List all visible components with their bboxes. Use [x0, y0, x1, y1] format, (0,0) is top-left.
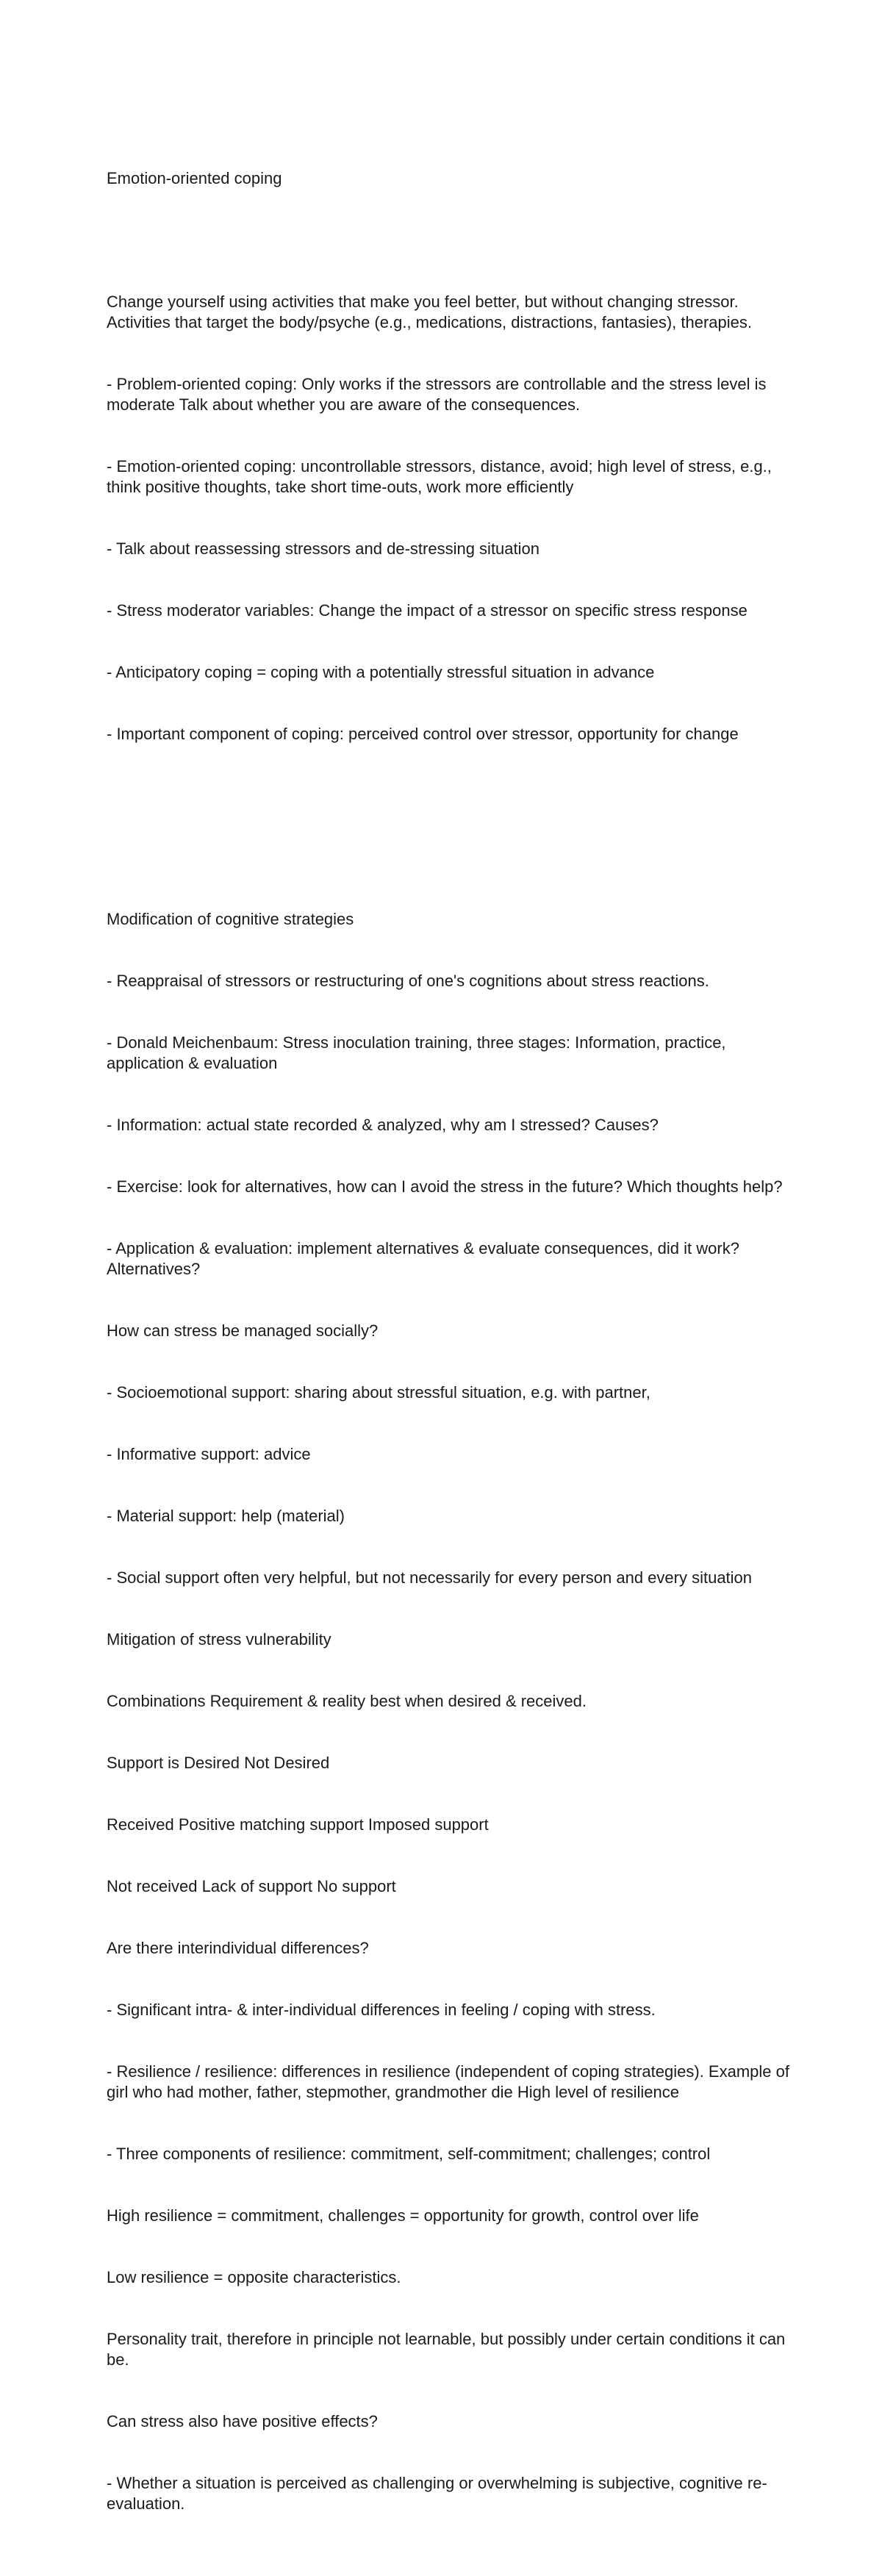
text-line: Can stress also have positive effects? [107, 2412, 378, 2430]
text-line: - Reappraisal of stressors or restructuring of one's cognitions about stress reactions. [107, 972, 709, 990]
text-line: Mitigation of stress vulnerability [107, 1630, 331, 1648]
text-line: Received Positive matching support Imposed support [107, 1815, 489, 1834]
bullet-item: - Problem-oriented coping: Only works if the stressors are controllable and the stress level is moderate Talk about whether you are aware of the consequences. [107, 375, 771, 414]
text-line: How can stress be managed socially? [107, 1321, 379, 1340]
text-line: Low resilience = opposite characteristics. [107, 2268, 401, 2286]
text-line: - Informative support: advice [107, 1445, 311, 1463]
bullet-item: - Anticipatory coping = coping with a potentially stressful situation in advance [107, 663, 655, 681]
text-line: Are there interindividual differences? [107, 1939, 369, 1957]
document-body [107, 107, 794, 2576]
text-line: - Three components of resilience: commitment, self-commitment; challenges; control [107, 2145, 711, 2163]
text-line: - Resilience / resilience: differences in resilience (independent of coping strategies). Example of girl who had mother, father, stepmother, grandmother die High level of resilience [107, 2062, 795, 2101]
bullet-item: - Stress moderator variables: Change the impact of a stressor on specific stress response [107, 601, 747, 620]
section-heading-emotion-oriented-coping: Emotion-oriented coping [107, 169, 282, 187]
text-line: Not received Lack of support No support [107, 1877, 396, 1895]
text-line: - Information: actual state recorded & analyzed, why am I stressed? Causes? [107, 1116, 659, 1134]
text-line: - Donald Meichenbaum: Stress inoculation training, three stages: Information, practice, application & evaluation [107, 1033, 731, 1072]
text-line: - Application & evaluation: implement alternatives & evaluate consequences, did it work? Alternatives? [107, 1239, 743, 1278]
bullet-item: - Talk about reassessing stressors and de-stressing situation [107, 539, 539, 558]
text-line: - Exercise: look for alternatives, how can I avoid the stress in the future? Which thoughts help? [107, 1177, 783, 1196]
text-line: High resilience = commitment, challenges = opportunity for growth, control over life [107, 2206, 699, 2225]
text-line: Personality trait, therefore in principle not learnable, but possibly under certain conditions it can be. [107, 2330, 790, 2369]
bullet-item: - Emotion-oriented coping: uncontrollable stressors, distance, avoid; high level of stress, e.g., think positive thoughts, take short time-outs, work more efficiently [107, 457, 777, 496]
text-line: - Material support: help (material) [107, 1507, 345, 1525]
text-line: - Significant intra- & inter-individual differences in feeling / coping with stress. [107, 2001, 656, 2019]
text-line: - Whether a situation is perceived as challenging or overwhelming is subjective, cognitive re-evaluation. [107, 2474, 767, 2513]
text-line: Support is Desired Not Desired [107, 1754, 330, 1772]
section-heading-cognitive-strategies: Modification of cognitive strategies [107, 910, 354, 928]
section-intro-paragraph: Change yourself using activities that make you feel better, but without changing stressor. Activities that target the body/psyche (e.g., medications, distractions, fantasies), therapies. [107, 293, 774, 331]
text-line: - Social support often very helpful, but not necessarily for every person and every situation [107, 1568, 753, 1587]
bullet-item: - Important component of coping: perceived control over stressor, opportunity for change [107, 725, 739, 743]
section-gap [107, 806, 794, 847]
text-line: Combinations Requirement & reality best when desired & received. [107, 1692, 587, 1710]
text-line: - Socioemotional support: sharing about stressful situation, e.g. with partner, [107, 1383, 650, 1402]
blank-line [107, 230, 794, 251]
